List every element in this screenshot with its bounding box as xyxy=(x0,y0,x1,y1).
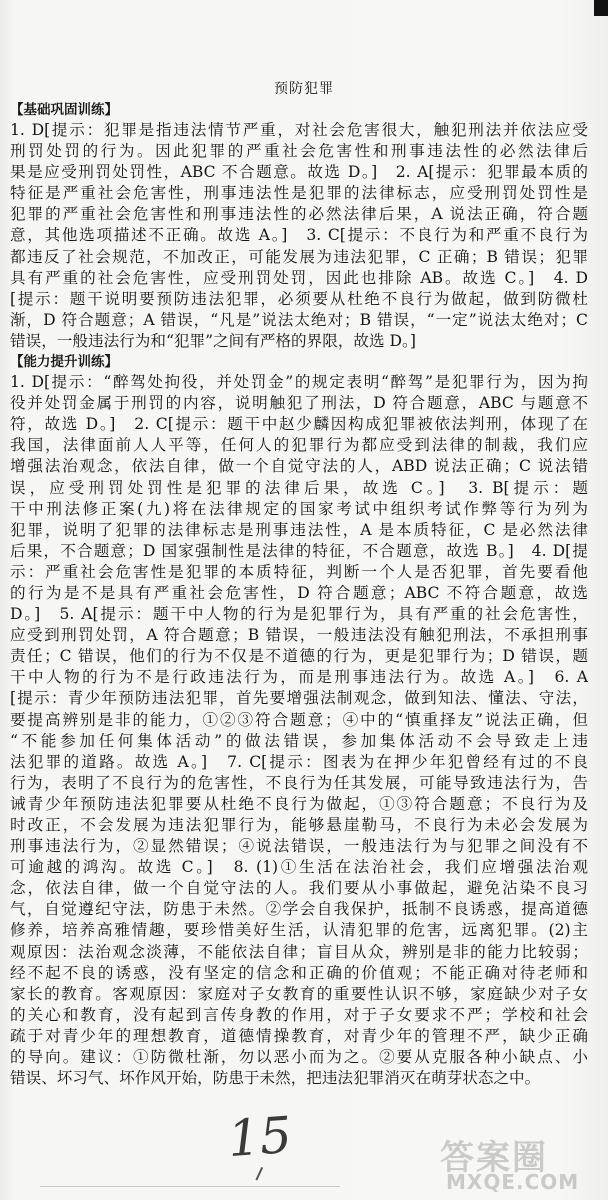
text-line: 时改正，不会发展为违法犯罪行为，能够悬崖勒马，不良行为未必会发展为 xyxy=(10,816,588,834)
text-line: 气，自觉遵纪守法，防患于未然。②学会自我保护，抵制不良诱惑，提高道德 xyxy=(10,900,588,919)
text-line: 责任；C 错误，他们的行为不仅是不道德的行为，更是犯罪行为；D 错误，题 xyxy=(10,647,588,666)
text-line: 的关心和教育，没有起到言传身教的作用，对于子女要求不严；学校和社会 xyxy=(10,1005,588,1024)
watermark-text-cn: 答案圈 xyxy=(440,1138,548,1178)
text-line: [提示：青少年预防违法犯罪，首先要增强法制观念，做到知法、懂法、守法， xyxy=(10,689,588,708)
text-line: 可逾越的鸿沟。故选 C。] 8. (1)①生活在法治社会，我们应增强法治观 xyxy=(10,858,588,877)
section-advanced-body xyxy=(10,372,588,1089)
text-line: 念，依法自律，做一个自觉守法的人。我们要从小事做起，避免沾染不良习 xyxy=(10,879,588,898)
footer-rule xyxy=(40,1186,340,1187)
text-line: 家长的教育。客观原因：家庭对子女教育的重要性认识不够，家庭缺少对子女 xyxy=(10,984,588,1003)
section-header-advanced: 【能力提升训练】 xyxy=(10,354,118,371)
text-line: 犯罪的严重社会危害性和刑事违法性的必然法律后果，A 说法正确，符合题 xyxy=(10,205,588,224)
text-line: 法犯罪的道路。故选 A。] 7. C[提示：图表为在押少年犯曾经有过的不良 xyxy=(10,752,588,771)
text-line: [提示：题干说明要预防违法犯罪，必须要从杜绝不良行为做起，做到防微杜 xyxy=(10,289,588,308)
text-line: 1. D[提示：“醉驾处拘役，并处罚金”的规定表明“醉驾”是犯罪行为，因为拘 xyxy=(10,373,588,392)
text-line: 渐，D 符合题意；A 错误，“凡是”说法太绝对；B 错误，“一定”说法太绝对；C xyxy=(10,310,588,329)
text-line: 都违反了社会规范，不加改正，可能发展为违法犯罪，C 正确；B 错误；犯罪 xyxy=(10,247,588,266)
text-line: 意，其他选项描述不正确。故选 A。] 3. C[提示：不良行为和严重不良行为 xyxy=(10,226,588,245)
text-line: 错误、坏习气、坏作风开始，防患于未然，把违法犯罪消灭在萌芽状态之中。 xyxy=(10,1069,541,1088)
text-line: 经不起不良的诱惑，没有坚定的信念和正确的价值观；不能正确对待老师和 xyxy=(10,963,588,982)
section-header-basic: 【基础巩固训练】 xyxy=(10,102,118,118)
text-line: 的导向。建议：①防微杜渐，勿以恶小而为之。②要从克服各种小缺点、小 xyxy=(10,1048,588,1067)
text-line: 观原因：法治观念淡薄，不能依法自律；盲目从众，辨别是非的能力比较弱； xyxy=(10,942,588,961)
text-line: 役并处罚金属于刑罚的内容，说明触犯了刑法，D 符合题意，ABC 与题意不 xyxy=(10,394,588,413)
text-line: 后果，不合题意；D 国家强制性是法律的特征，不合题意，故选 B。] 4. D[提 xyxy=(10,541,588,560)
text-line: 刑罚处罚的行为。因此犯罪的严重社会危害性和刑事违法性的必然法律后 xyxy=(10,142,588,161)
text-line: 刑事违法行为，②显然错误；④说法错误，一般违法行为与犯罪之间没有不 xyxy=(10,837,588,856)
text-line: 的行为是不是具有严重社会危害性，D 符合题意；ABC 不符合题意，故选 xyxy=(10,583,588,602)
text-line: 诫青少年预防违法犯罪要从杜绝不良行为做起，①③符合题意；不良行为及 xyxy=(10,794,588,813)
text-line: 犯罪，说明了犯罪的法律标志是刑事违法性，A 是本质特征，C 是必然法律 xyxy=(10,520,588,539)
answer-content xyxy=(10,100,588,1089)
text-line: 干中刑法修正案(九)将在法律规定的国家考试中组织考试作弊等行为列为 xyxy=(10,499,588,518)
text-line: D。] 5. A[提示：题干中人物的行为是犯罪行为，具有严重的社会危害性， xyxy=(10,605,588,624)
text-line: 我国，法律面前人人平等，任何人的犯罪行为都应受到法律的制裁，我们应 xyxy=(10,436,588,455)
text-line: 干中人物的行为不是行政违法行为，而是刑事违法行为。故选 A。] 6. A xyxy=(10,668,588,687)
text-line: 要提高辨别是非的能力，①②③符合题意；④中的“慎重择友”说法正确，但 xyxy=(10,710,588,729)
corner-mark xyxy=(594,0,608,16)
text-line: “不能参加任何集体活动”的做法错误，参加集体活动不会导致走上违 xyxy=(10,731,588,750)
handwritten-page-number: 15 xyxy=(226,1105,294,1169)
watermark-logo xyxy=(440,1130,600,1194)
text-line: 错误，一般违法行为和“犯罪”之间有严格的界限，故选 D。] xyxy=(10,331,416,350)
text-line: 疏于对青少年的理想教育，道德情操教育，对青少年的管理不严，缺少正确 xyxy=(10,1026,588,1045)
text-line: 增强法治观念，依法自律，做一个自觉守法的人，ABD 说法正确；C 说法错 xyxy=(10,457,588,476)
text-line: 误，应受刑罚处罚性是犯罪的法律后果，故选 C。] 3. B[提示：题 xyxy=(10,478,588,497)
text-line: 示：严重社会危害性是犯罪的本质特征，判断一个人是否犯罪，首先要看他 xyxy=(10,562,588,581)
text-line: 符，故选 D。] 2. C[提示：题干中赵少麟因构成犯罪被依法判刑，体现了在 xyxy=(10,415,588,434)
text-line: 应受到刑罚处罚，A 符合题意；B 错误，一般违法没有触犯刑法，不承担刑事 xyxy=(10,626,588,645)
page-title: 预防犯罪 xyxy=(274,81,334,97)
watermark-text-en: MXQE.COM xyxy=(446,1170,580,1194)
text-line: 行为，表明了不良行为的危害性，不良行为任其发展，可能导致违法行为，告 xyxy=(10,773,588,792)
text-line: 修养，培养高雅情趣，要珍惜美好生活，认清犯罪的危害，远离犯罪。(2)主 xyxy=(10,921,588,940)
handwritten-mark xyxy=(255,1167,268,1183)
section-basic-body xyxy=(10,120,588,352)
text-line: 特征是严重社会危害性，刑事违法性是犯罪的法律标志，应受刑罚处罚性是 xyxy=(10,184,588,203)
text-line: 具有严重的社会危害性，应受刑罚处罚，因此也排除 AB。故选 C。] 4. D xyxy=(10,268,588,287)
text-line: 1. D[提示：犯罪是指违法情节严重，对社会危害很大，触犯刑法并依法应受 xyxy=(10,121,588,139)
text-line: 果是应受刑罚处罚性，ABC 不合题意。故选 D。] 2. A[提示：犯罪最本质的 xyxy=(10,163,588,182)
